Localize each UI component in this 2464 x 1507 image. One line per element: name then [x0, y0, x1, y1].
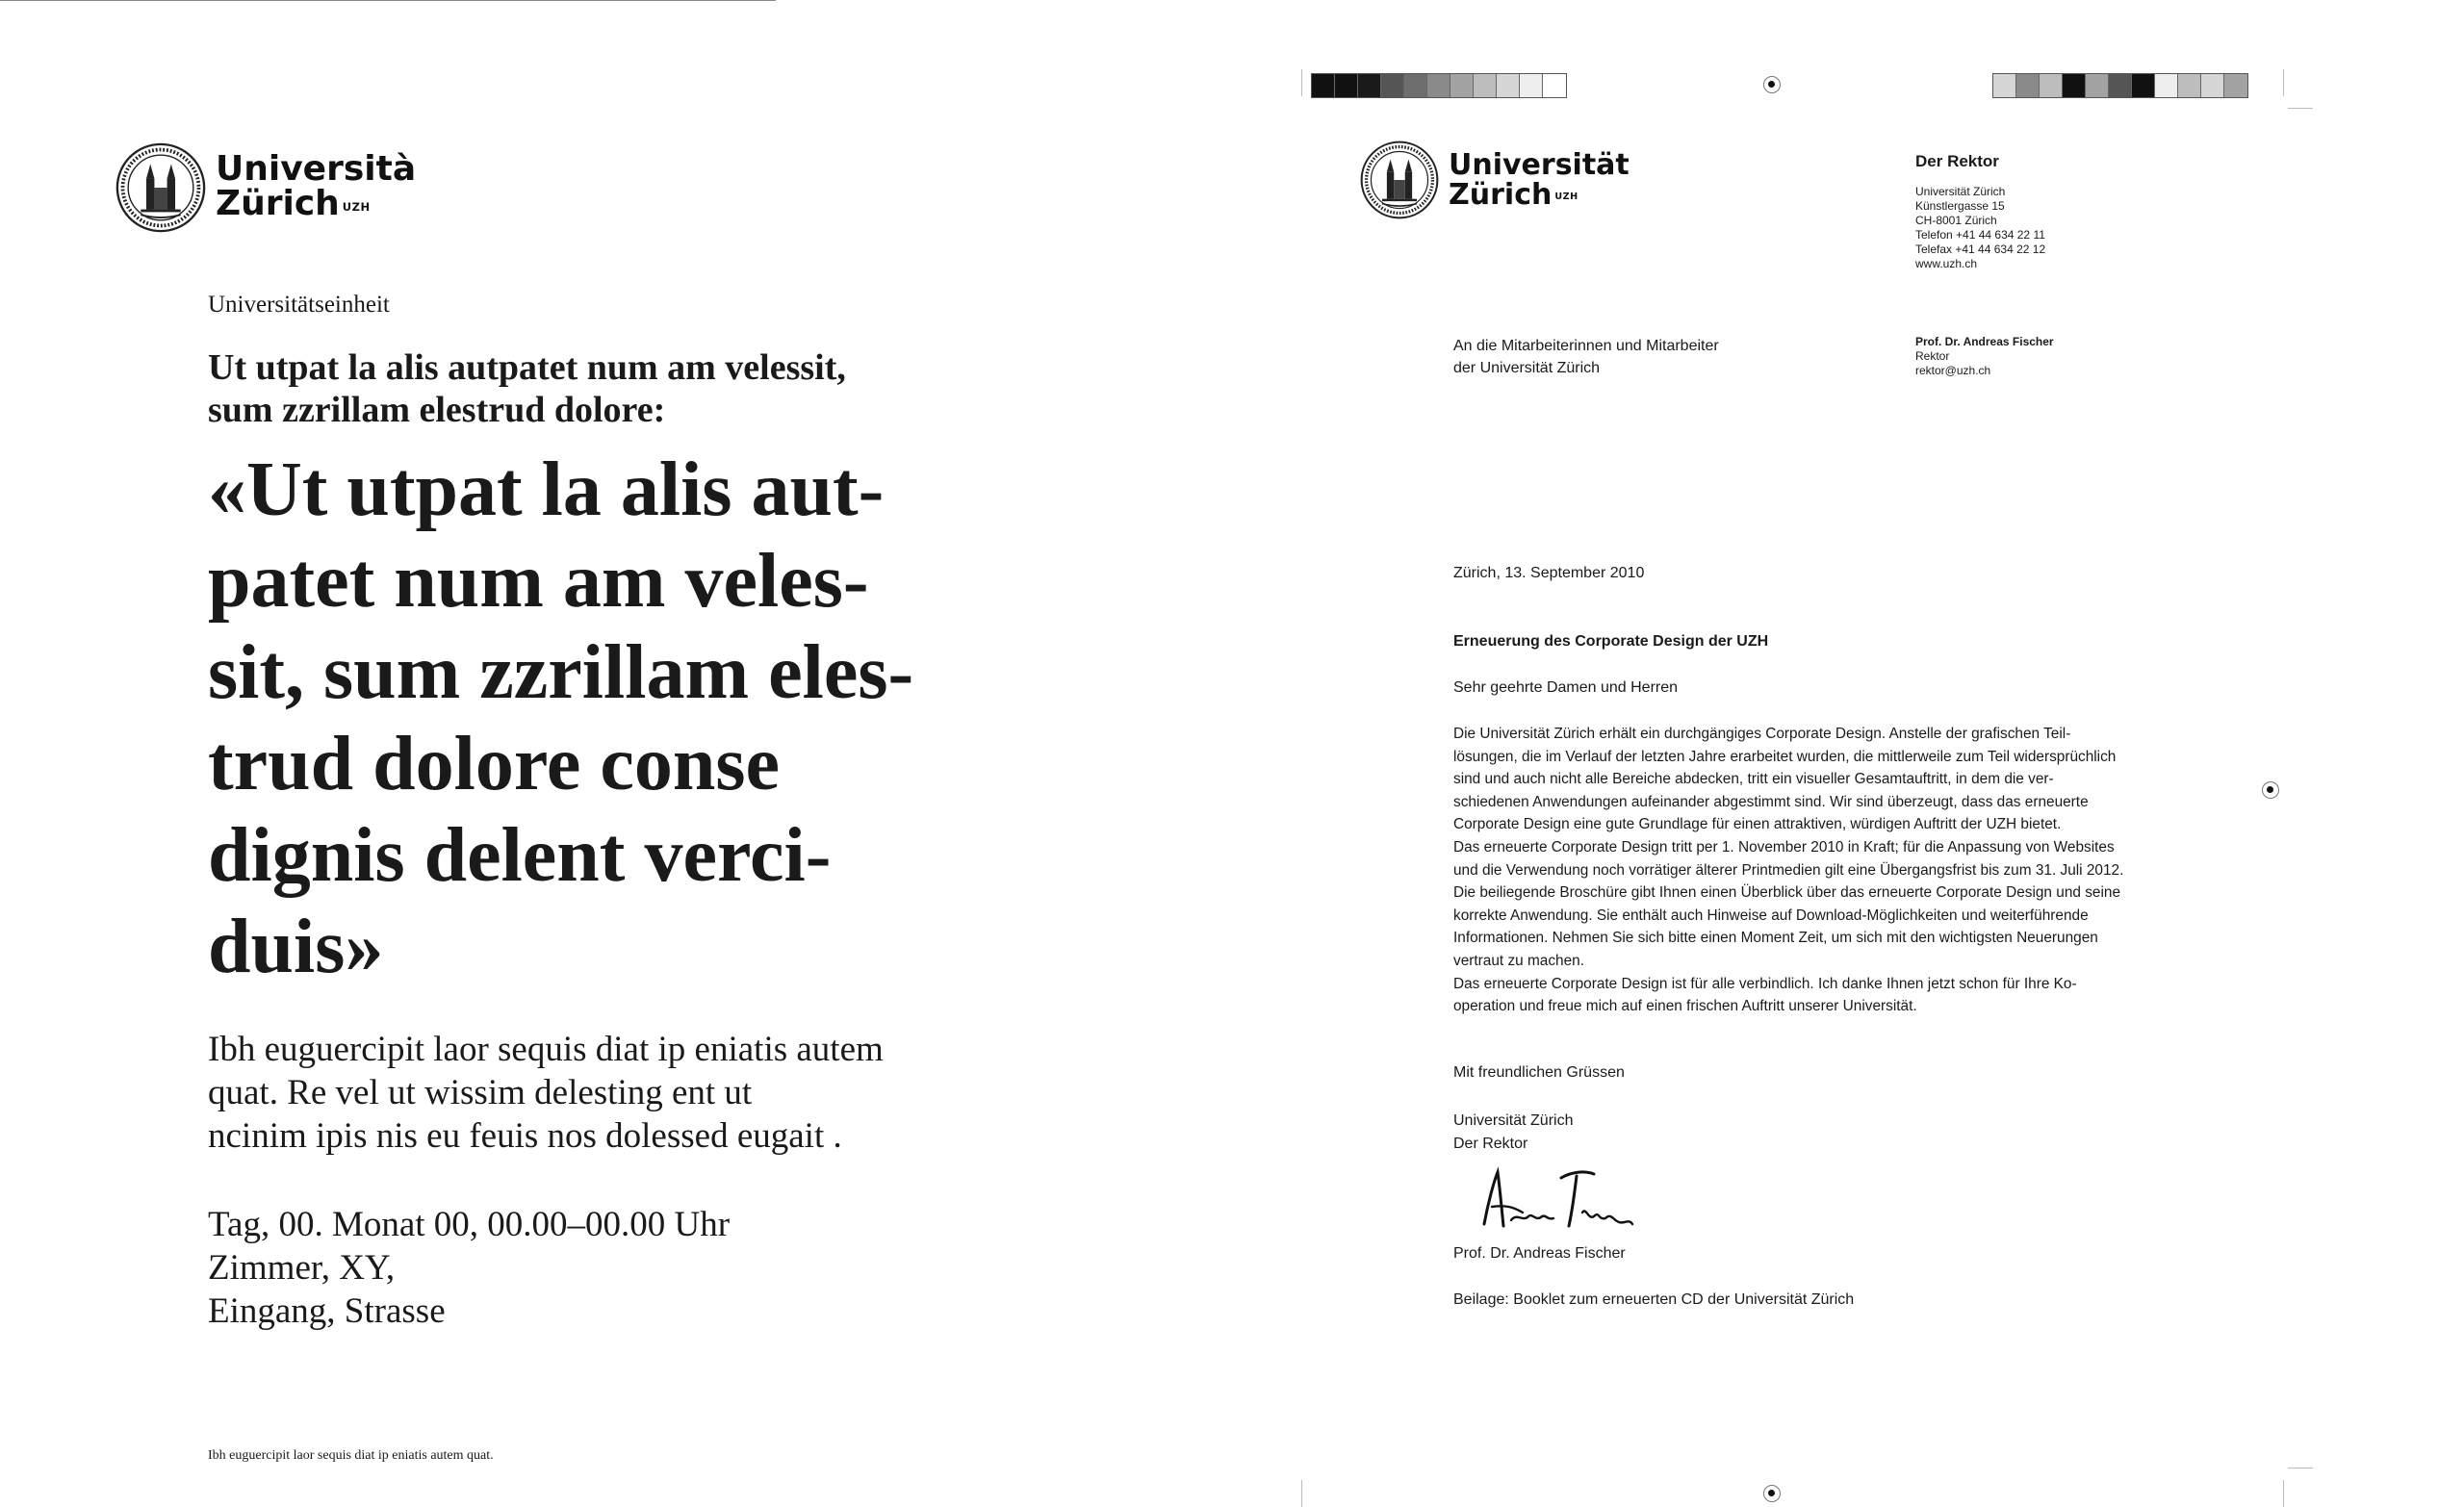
event-details: Tag, 00. Monat 00, 00.00–00.00 Uhr Zimmer, XY, Eingang, Strasse — [208, 1205, 731, 1331]
color-patch-10 — [1543, 74, 1566, 97]
color-patch-7 — [2155, 74, 2178, 97]
letter-enclosure: Beilage: Booklet zum erneuerten CD der Universität Zürich — [1453, 1291, 1855, 1308]
color-patch-8 — [1497, 74, 1520, 97]
color-calibration-strip-right — [1992, 73, 2248, 98]
color-patch-2 — [2040, 74, 2063, 97]
wordmark-line1: Universität — [1449, 148, 1630, 182]
signatory-name: Prof. Dr. Andreas Fischer — [1453, 1245, 1626, 1262]
color-patch-7 — [1474, 74, 1497, 97]
color-patch-4 — [2086, 74, 2109, 97]
wordmark-line2: Zürich — [216, 184, 340, 223]
uzh-seal-icon — [116, 142, 206, 233]
contact-role: Rektor — [1915, 349, 1950, 363]
color-patch-3 — [2063, 74, 2086, 97]
color-patch-9 — [1520, 74, 1543, 97]
uzh-wordmark — [1449, 150, 1630, 210]
color-patch-0 — [1993, 74, 2016, 97]
sender-title: Der Rektor — [1915, 152, 1999, 170]
sub-heading: Ut utpat la alis autpatet num am velessit, sum zzrillam elestrud dolore: — [208, 347, 846, 430]
color-patch-8 — [2178, 74, 2201, 97]
color-patch-0 — [1312, 74, 1335, 97]
unit-label: Universitätseinheit — [208, 292, 390, 318]
letter-signoff: Universität Zürich Der Rektor — [1453, 1112, 1574, 1152]
contact-block — [1915, 335, 2054, 378]
crop-mark-right-top — [2288, 108, 2313, 109]
color-patch-3 — [1381, 74, 1404, 97]
letter-salutation: Sehr geehrte Damen und Herren — [1453, 679, 1679, 696]
color-patch-2 — [1358, 74, 1381, 97]
color-patch-1 — [1335, 74, 1358, 97]
letter-date: Zürich, 13. September 2010 — [1453, 565, 1645, 581]
crop-mark-right-bottom — [2288, 1468, 2313, 1469]
letter-page — [1232, 0, 2464, 1507]
color-patch-10 — [2224, 74, 2247, 97]
crop-mark-bottom-left — [1301, 1480, 1302, 1507]
footnote: Ibh euguercipit laor sequis diat ip eniatis autem quat. — [208, 1448, 494, 1463]
wordmark-line2: Zürich — [1449, 178, 1553, 212]
color-patch-5 — [2109, 74, 2132, 97]
color-patch-9 — [2201, 74, 2224, 97]
color-patch-4 — [1404, 74, 1427, 97]
handwritten-signature — [1473, 1164, 1646, 1241]
uzh-seal-icon — [1360, 140, 1439, 219]
sender-address: Universität Zürich Künstlergasse 15 CH-8001 Zürich Telefon +41 44 634 22 11 Telefax +41 44 634 22 12 www.uzh.ch — [1915, 185, 2046, 270]
contact-email: rektor@uzh.ch — [1915, 364, 1991, 377]
intro-text: Ibh euguercipit laor sequis diat ip eniatis autem quat. Re vel ut wissim delesting ent ut ncinim ipis nis eu feuis nos dolessed eugait . — [208, 1030, 884, 1156]
wordmark-superscript: UZH — [1554, 192, 1578, 203]
unit-divider — [0, 0, 776, 1]
registration-mark-bottom — [1763, 1485, 1781, 1502]
crop-mark-top-right — [2283, 69, 2284, 96]
color-calibration-strip-left — [1311, 73, 1567, 98]
crop-mark-bottom-right — [2283, 1480, 2284, 1507]
color-patch-1 — [2016, 74, 2040, 97]
wordmark-line1: Università — [216, 149, 417, 189]
letter-closing: Mit freundlichen Grüssen — [1453, 1064, 1625, 1081]
letter-subject: Erneuerung des Corporate Design der UZH — [1453, 633, 1769, 650]
registration-mark-right — [2262, 781, 2279, 799]
uzh-wordmark — [216, 149, 417, 223]
color-patch-5 — [1427, 74, 1450, 97]
quote-headline: «Ut utpat la alis aut- patet num am veles- sit, sum zzrillam eles- trud dolore conse dignis delent verci- duis» — [208, 447, 914, 989]
color-patch-6 — [1450, 74, 1474, 97]
crop-mark-top-left — [1301, 69, 1302, 96]
contact-name: Prof. Dr. Andreas Fischer — [1915, 335, 2054, 348]
color-patch-6 — [2132, 74, 2155, 97]
wordmark-superscript: UZH — [342, 199, 371, 214]
recipient-block: An die Mitarbeiterinnen und Mitarbeiter der Universität Zürich — [1453, 338, 1719, 376]
letter-body: Die Universität Zürich erhält ein durchgängiges Corporate Design. Anstelle der grafischen Teil- lösungen, die im Verlauf der letzten Jahre erarbeitet wurden, die mittlerweile zum Teil widersprüchlich sind und auch nicht alle Bereiche abdecken, tritt ein visueller Gesamtauftritt, in dem die ver- schiedenen Anwendungen aufeinander abgestimmt sind. Wir sind überzeugt, dass das erneuerte Corporate Design eine gute Grundlage für einen attraktiven, würdigen Auftritt der UZH bietet. Das erneuerte Corporate Design tritt per 1. November 2010 in Kraft; für die Anpassung von Websites und die Verwendung noch vorrätiger älterer Printmedien gilt eine Übergangsfrist bis zum 31. Juli 2012. Die beiliegende Broschüre gibt Ihnen einen Überblick über das erneuerte Corporate Design und seine korrekte Anwendung. Sie enthält auch Hinweise auf Download-Möglichkeiten und weiterführende Informationen. Nehmen Sie sich bitte einen Moment Zeit, um sich mit den wichtigsten Neuerungen vertraut zu machen. Das erneuerte Corporate Design ist für alle verbindlich. Ich danke Ihnen jetzt schon für Ihre Ko- operation und freue mich auf einen frischen Auftritt unserer Universität. — [1453, 726, 2124, 1015]
registration-mark-top — [1763, 76, 1781, 93]
